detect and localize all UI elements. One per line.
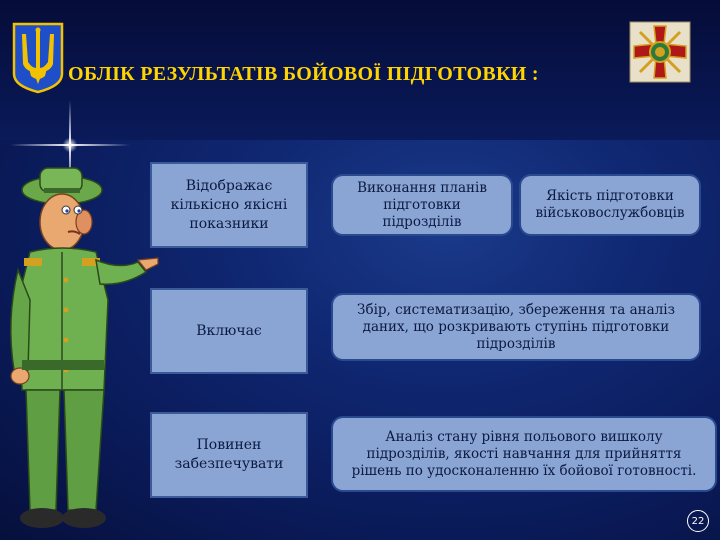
item-plans-execution: Виконання планів підготовки підрозділів — [333, 176, 511, 234]
item-field-training-analysis: Аналіз стану рівня польового вишколу підрозділів, якості навчання для прийняття рішень по удосконаленню їх бойової готовності. — [333, 418, 715, 490]
soldier-pointing-icon — [0, 160, 170, 540]
trident-emblem-icon — [12, 22, 64, 94]
sparkle-decoration — [62, 138, 78, 152]
item-data-collection: Збір, систематизацію, збереження та аналіз даних, що розкривають ступінь підготовки підрозділів — [333, 295, 699, 359]
page-number: 22 — [687, 510, 709, 532]
military-badge-icon — [628, 20, 692, 84]
row-label-includes: Включає — [150, 288, 308, 374]
page-title: ОБЛІК РЕЗУЛЬТАТІВ БОЙОВОЇ ПІДГОТОВКИ : — [68, 63, 539, 85]
item-training-quality: Якість підготовки військовослужбовців — [521, 176, 699, 234]
row-label-displays: Відображає кількісно якісні показники — [150, 162, 308, 248]
row-label-must-provide: Повинен забезпечувати — [150, 412, 308, 498]
